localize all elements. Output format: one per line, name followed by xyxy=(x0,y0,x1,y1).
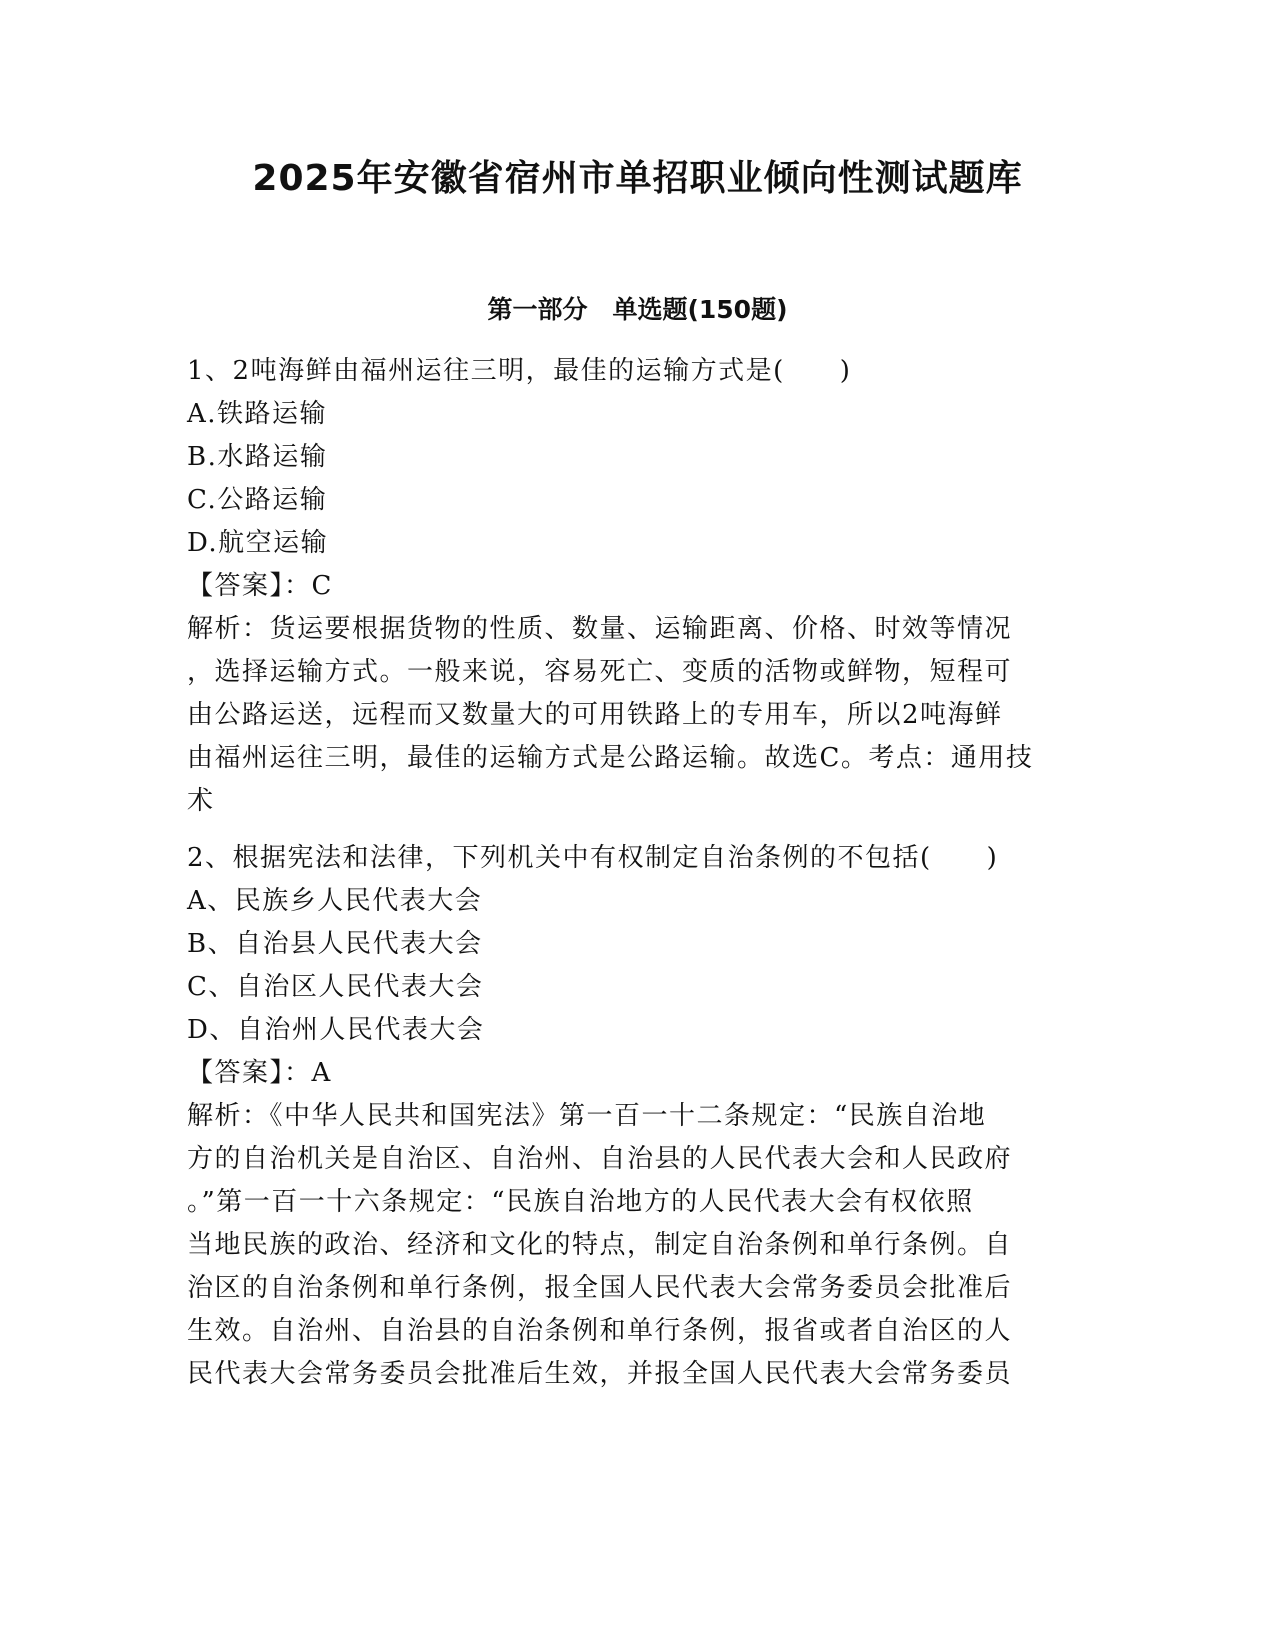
analysis-line: 解析：货运要根据货物的性质、数量、运输距离、价格、时效等情况 xyxy=(187,614,1013,644)
analysis-line: ，选择运输方式。一般来说，容易死亡、变质的活物或鲜物，短程可 xyxy=(187,657,1013,687)
option-a: A.铁路运输 xyxy=(187,399,328,429)
option-b: B、自治县人民代表大会 xyxy=(187,929,483,959)
option-b: B.水路运输 xyxy=(187,442,328,472)
analysis-line: 解析：《中华人民共和国宪法》第一百一十二条规定：“民族自治地 xyxy=(187,1101,987,1131)
question-stem: 2、根据宪法和法律，下列机关中有权制定自治条例的不包括( ) xyxy=(187,843,999,873)
question-1 xyxy=(187,350,1077,823)
option-d: D、自治州人民代表大会 xyxy=(187,1015,485,1045)
analysis-line: 由福州运往三明，最佳的运输方式是公路运输。故选C。考点：通用技 xyxy=(187,743,1034,773)
analysis-line: 治区的自治条例和单行条例，报全国人民代表大会常务委员会批准后 xyxy=(187,1273,1013,1303)
analysis-line: 。”第一百一十六条规定：“民族自治地方的人民代表大会有权依照 xyxy=(187,1187,974,1217)
section-title: 第一部分 单选题(150题) xyxy=(487,295,788,324)
analysis-line: 当地民族的政治、经济和文化的特点，制定自治条例和单行条例。自 xyxy=(187,1230,1013,1260)
answer: 【答案】：A xyxy=(187,1058,332,1088)
analysis-line: 民代表大会常务委员会批准后生效，并报全国人民代表大会常务委员 xyxy=(187,1359,1013,1389)
analysis-line: 由公路运送，远程而又数量大的可用铁路上的专用车，所以2吨海鲜 xyxy=(187,700,1003,730)
option-c: C、自治区人民代表大会 xyxy=(187,972,484,1002)
option-d: D.航空运输 xyxy=(187,528,329,558)
option-c: C.公路运输 xyxy=(187,485,328,515)
analysis-line: 方的自治机关是自治区、自治州、自治县的人民代表大会和人民政府 xyxy=(187,1144,1013,1174)
document-title: 2025年安徽省宿州市单招职业倾向性测试题库 xyxy=(252,158,1023,199)
question-list xyxy=(187,350,1077,1396)
option-a: A、民族乡人民代表大会 xyxy=(187,886,483,916)
question-stem: 1、2吨海鲜由福州运往三明，最佳的运输方式是( ) xyxy=(187,356,852,386)
analysis-line: 生效。自治州、自治县的自治条例和单行条例，报省或者自治区的人 xyxy=(187,1316,1013,1346)
answer: 【答案】：C xyxy=(187,571,333,601)
question-spacer xyxy=(187,823,1077,837)
analysis-line: 术 xyxy=(187,786,215,816)
question-2 xyxy=(187,837,1077,1396)
